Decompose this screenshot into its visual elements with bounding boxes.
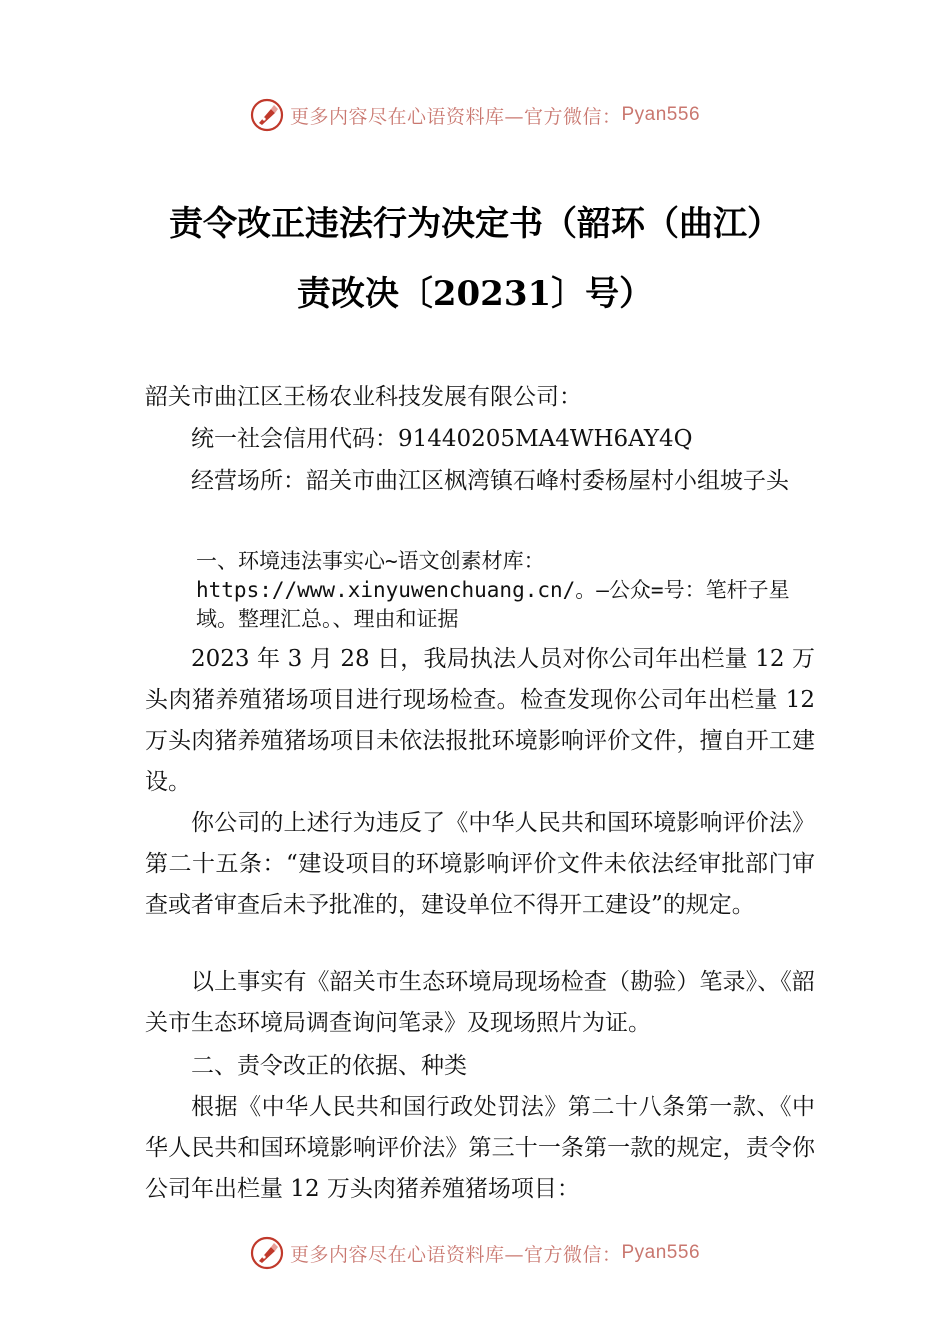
basis-paragraph: 根据《中华人民共和国行政处罚法》第二十八条第一款、《中华人民共和国环境影响评价法》第三十一条第一款的规定，责令你公司年出栏量 12 万头肉猪养殖猪场项目： — [145, 1094, 815, 1202]
watermark-handle: Pyan556 — [621, 1242, 701, 1263]
watermark-bottom — [0, 1233, 950, 1273]
violation-paragraph: 你公司的上述行为违反了《中华人民共和国环境影响评价法》第二十五条：“建设项目的环境影响评价文件未依法经审批部门审查或者审查后未予批准的，建设单位不得开工建设”的规定。 — [145, 810, 815, 918]
pen-nib-logo-icon — [250, 98, 284, 132]
document-title-line-1: 责令改正违法行为决定书（韶环（曲江） — [169, 204, 781, 244]
watermark-handle: Pyan556 — [621, 104, 701, 125]
watermark-text: 更多内容尽在心语资料库—官方微信： — [289, 1243, 622, 1266]
watermark-text: 更多内容尽在心语资料库—官方微信： — [289, 105, 622, 128]
address-paragraph: 经营场所：韶关市曲江区枫湾镇石峰村委杨屋村小组坡子头 — [191, 468, 789, 494]
watermark-top — [0, 95, 950, 135]
section-1-heading: 一、环境违法事实心~语文创素材库：https://www.xinyuwenchuang.cn/。—公众=号：笔杆子星域。整理汇总。、理由和证据 — [196, 549, 790, 631]
evidence-paragraph: 以上事实有《韶关市生态环境局现场检查（勘验）笔录》、《韶关市生态环境局调查询问笔录》及现场照片为证。 — [145, 969, 815, 1036]
fact-paragraph: 2023 年 3 月 28 日，我局执法人员对你公司年出栏量 12 万头肉猪养殖猪场项目进行现场检查。检查发现你公司年出栏量 12 万头肉猪养殖猪场项目未依法报批环境影响评价文件，擅自开工建设。 — [145, 646, 815, 795]
recipient-line: 韶关市曲江区王杨农业科技发展有限公司： — [145, 384, 582, 410]
credit-code-line: 统一社会信用代码：91440205MA4WH6AY4Q — [191, 426, 693, 452]
document-title-line-2: 责改决〔20231〕号） — [296, 274, 654, 314]
section-2-heading: 二、责令改正的依据、种类 — [191, 1053, 467, 1079]
pen-nib-logo-icon — [250, 1236, 284, 1270]
